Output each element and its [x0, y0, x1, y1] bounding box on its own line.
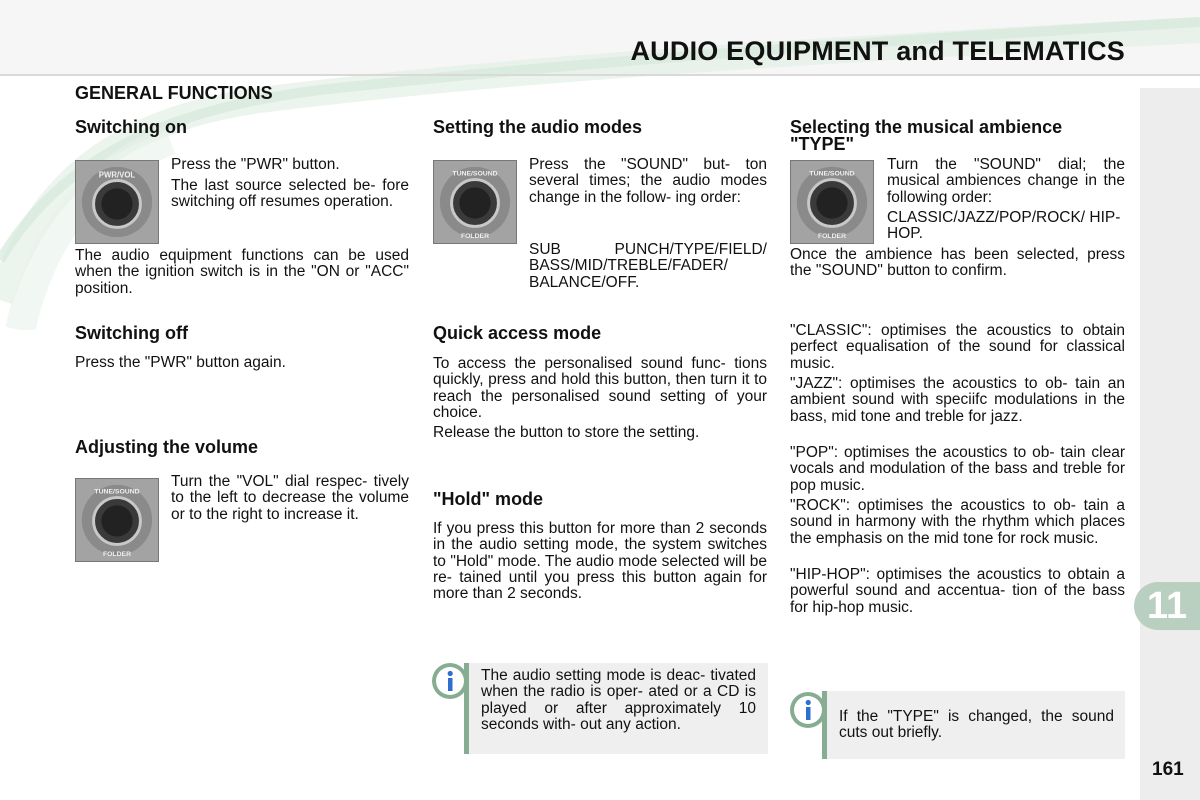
ambience-heading-line1: Selecting the musical ambience	[790, 117, 1063, 137]
ambience-text-2: CLASSIC/JAZZ/POP/ROCK/ HIP-HOP.	[887, 209, 1121, 243]
knob-label-bottom: FOLDER	[460, 233, 490, 241]
quick-access-text-2: Release the button to store the setting.	[433, 424, 700, 441]
adjusting-volume-heading: Adjusting the volume	[75, 437, 259, 457]
knob-icon	[791, 161, 873, 243]
knob-icon	[434, 161, 516, 243]
knob-label-top: TUNE/SOUND	[452, 170, 498, 178]
quick-access-heading: Quick access mode	[433, 323, 602, 343]
adjusting-volume-text: Turn the "VOL" dial respec- tively to the left to decrease the volume or to the right to increase it.	[171, 473, 409, 523]
switching-on-heading: Switching on	[75, 117, 187, 137]
ambience-description-hiphop: "HIP-HOP": optimises the acoustics to obtain a powerful sound and accentua- tion of the bass for hip-hop music.	[790, 566, 1125, 616]
hold-mode-text: If you press this button for more than 2 seconds in the audio setting mode, the system switches to "Hold" mode. The audio mode selected will be re- tained until you press this button again for more than 2 seconds.	[433, 520, 767, 603]
section-heading: GENERAL FUNCTIONS	[75, 83, 273, 103]
ambience-description-jazz: "JAZZ": optimises the acoustics to ob- tain an ambient sound with speciifc modulations in the bass, mid tone and treble for jazz.	[790, 375, 1125, 425]
switching-off-text: Press the "PWR" button again.	[75, 354, 286, 371]
info-box	[822, 691, 1125, 759]
info-icon	[431, 662, 469, 700]
ambience-description-classic: "CLASSIC": optimises the acoustics to obtain perfect equalisation of the sound for classical music.	[790, 322, 1125, 372]
header-divider	[0, 74, 1200, 76]
ambience-description-pop: "POP": optimises the acoustics to ob- tain clear vocals and modulation of the bass and treble for pop music.	[790, 444, 1125, 494]
sound-knob-image	[75, 478, 159, 562]
switching-on-text-1: Press the "PWR" button.	[171, 156, 340, 173]
audio-modes-text-2: SUB PUNCH/TYPE/FIELD/ BASS/MID/TREBLE/FADER/ BALANCE/OFF.	[529, 241, 767, 291]
page-title: AUDIO EQUIPMENT and TELEMATICS	[630, 36, 1125, 66]
info-box	[464, 663, 768, 754]
pwr-vol-knob-image	[75, 160, 159, 244]
knob-label-bottom: FOLDER	[102, 551, 132, 559]
audio-modes-heading: Setting the audio modes	[433, 117, 643, 137]
knob-icon	[76, 161, 158, 243]
info-text: The audio setting mode is deac- tivated when the radio is oper- ated or a CD is played or after approximately 10 seconds with- out any action.	[481, 667, 756, 733]
switching-on-text-3: The audio equipment functions can be used when the ignition switch is in the "ON or "ACC" position.	[75, 247, 409, 297]
ambience-description-rock: "ROCK": optimises the acoustics to ob- tain a sound in harmony with the rhythm which places the emphasis on the mid tone for rock music.	[790, 497, 1125, 547]
knob-label-top: TUNE/SOUND	[94, 488, 140, 496]
switching-on-text-2: The last source selected be- fore switching off resumes operation.	[171, 177, 409, 211]
right-sidebar	[1140, 88, 1200, 800]
ambience-heading-line2: "TYPE"	[790, 134, 855, 154]
info-text: If the "TYPE" is changed, the sound cuts out briefly.	[839, 708, 1114, 742]
ambience-text-3: Once the ambience has been selected, press the "SOUND" button to confirm.	[790, 246, 1125, 280]
audio-modes-text-1: Press the "SOUND" but- ton several times; the audio modes change in the follow- ing order:	[529, 156, 767, 206]
ambience-text-1: Turn the "SOUND" dial; the musical ambiences change in the following order:	[887, 156, 1125, 206]
knob-label-top: TUNE/SOUND	[809, 170, 855, 178]
hold-mode-heading: "Hold" mode	[433, 489, 544, 509]
quick-access-text-1: To access the personalised sound func- tions quickly, press and hold this button, then turn it to reach the personalised sound setting of your choice.	[433, 355, 767, 421]
switching-off-heading: Switching off	[75, 323, 188, 343]
page-number: 161	[1152, 759, 1184, 780]
chapter-tab[interactable]: 11	[1134, 582, 1200, 630]
info-icon	[789, 691, 827, 729]
sound-knob-image	[790, 160, 874, 244]
sound-knob-image	[433, 160, 517, 244]
knob-label-bottom: FOLDER	[817, 233, 847, 241]
knob-icon	[76, 479, 158, 561]
knob-label: PWR/VOL	[98, 170, 136, 180]
